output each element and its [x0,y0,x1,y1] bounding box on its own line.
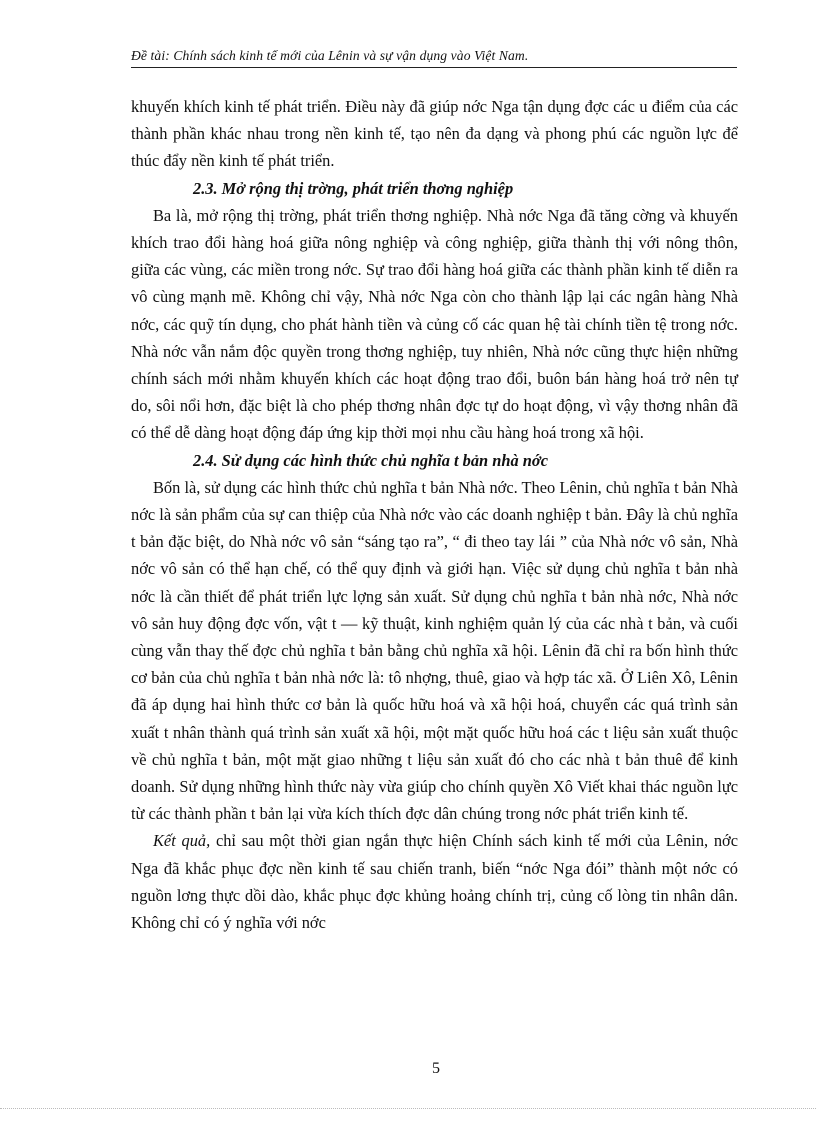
page-number: 5 [432,1060,440,1077]
ket-qua-text: chỉ sau một thời gian ngắn thực hiện Chính sách kinh tế mới của Lênin, nớc Nga đã khắc phục đợc nền kinh tế sau chiến tranh, biến “nớc Nga đói” thành một nớc có nguồn lơng thực dồi dào, khắc phục đợc khủng hoảng chính trị, củng cố lòng tin nhân dân. Không chỉ có ý nghĩa với nớc [131,831,739,933]
section-heading-2-3: 2.3. Mở rộng thị trờng, phát triển thơng nghiệp [193,178,514,198]
paragraph-intro: khuyến khích kinh tế phát triển. Điều này đã giúp nớc Nga tận dụng đợc các u điểm của các thành phần khác nhau trong nền kinh tế, tạo nên đa dạng và phong phú các nguồn lực để thúc đẩy nền kinh tế phát triển. [131,97,738,171]
page-header [131,48,751,65]
paragraph-2-3: Ba là, mở rộng thị trờng, phát triển thơng nghiệp. Nhà nớc Nga đã tăng cờng và khuyến khích trao đổi hàng hoá giữa nông nghiệp và công nghiệp, giữa thành thị với nông thôn, giữa các vùng, các miền trong nớc. Sự trao đổi hàng hoá giữa các thành phần kinh tế diễn ra vô cùng mạnh mẽ. Không chỉ vậy, Nhà nớc Nga còn cho thành lập lại các ngân hàng Nhà nớc, các quỹ tín dụng, cho phát hành tiền và củng cố các quan hệ tài chính tiền tệ trong nớc. Nhà nớc vẫn nắm độc quyền trong thơng nghiệp, tuy nhiên, Nhà nớc cũng thực hiện những chính sách mới nhằm khuyến khích các hoạt động trao đổi, buôn bán hàng hoá trở nên tự do, sôi nổi hơn, đặc biệt là cho phép thơng nhân đợc tự do hoạt động, vì vậy thơng nhân đã có thể dễ dàng hoạt động đáp ứng kịp thời mọi nhu cầu hàng hoá trong xã hội. [131,205,738,443]
paragraph-ket-qua [131,827,738,936]
page-bottom-border [0,1108,816,1109]
section-heading-2-4: 2.4. Sử dụng các hình thức chủ nghĩa t bản nhà nớc [193,450,548,470]
header-divider [131,67,737,68]
header-title: Đề tài: Chính sách kinh tế mới của Lênin và sự vận dụng vào Việt Nam. [131,48,529,63]
document-body [131,93,738,936]
paragraph-2-4: Bốn là, sử dụng các hình thức chủ nghĩa t bản Nhà nớc. Theo Lênin, chủ nghĩa t bản Nhà nớc là sản phẩm của sự can thiệp của Nhà nớc vào các doanh nghiệp t bản. Đây là chủ nghĩa t bản đặc biệt, do Nhà nớc vô sản “sáng tạo ra”, “ đi theo tay lái ” của Nhà nớc vô sản, Nhà nớc vô sản có thể hạn chế, có thể quy định và giới hạn. Việc sử dụng chủ nghĩa t bản nhà nớc là cần thiết để phát triển lực lợng sản xuất. Sử dụng chủ nghĩa t bản nhà nớc, Nhà nớc vô sản huy động đợc vốn, vật t — kỹ thuật, kinh nghiệm quản lý của các nhà t bản, và cuối cùng vẫn thay thế đợc chủ nghĩa t bản bằng chủ nghĩa xã hội. Lênin đã chỉ ra bốn hình thức cơ bản của chủ nghĩa t bản nhà nớc là: tô nhợng, thuê, giao và hợp tác xã. Ở Liên Xô, Lênin đã áp dụng hai hình thức cơ bản là quốc hữu hoá và xã hội hoá, chuyển các quá trình sản xuất t nhân thành quá trình sản xuất xã hội, một mặt quốc hữu hoá các t liệu sản xuất thuộc về chủ nghĩa t bản, một mặt giao những t liệu sản xuất đó cho các nhà t bản thuê để kinh doanh. Sử dụng những hình thức này vừa giúp cho chính quyền Xô Viết khai thác nguồn lực từ các thành phần t bản lại vừa kích thích đợc dân chúng trong nớc phát triển kinh tế. [131,477,738,824]
ket-qua-label: Kết quả, [153,831,211,851]
